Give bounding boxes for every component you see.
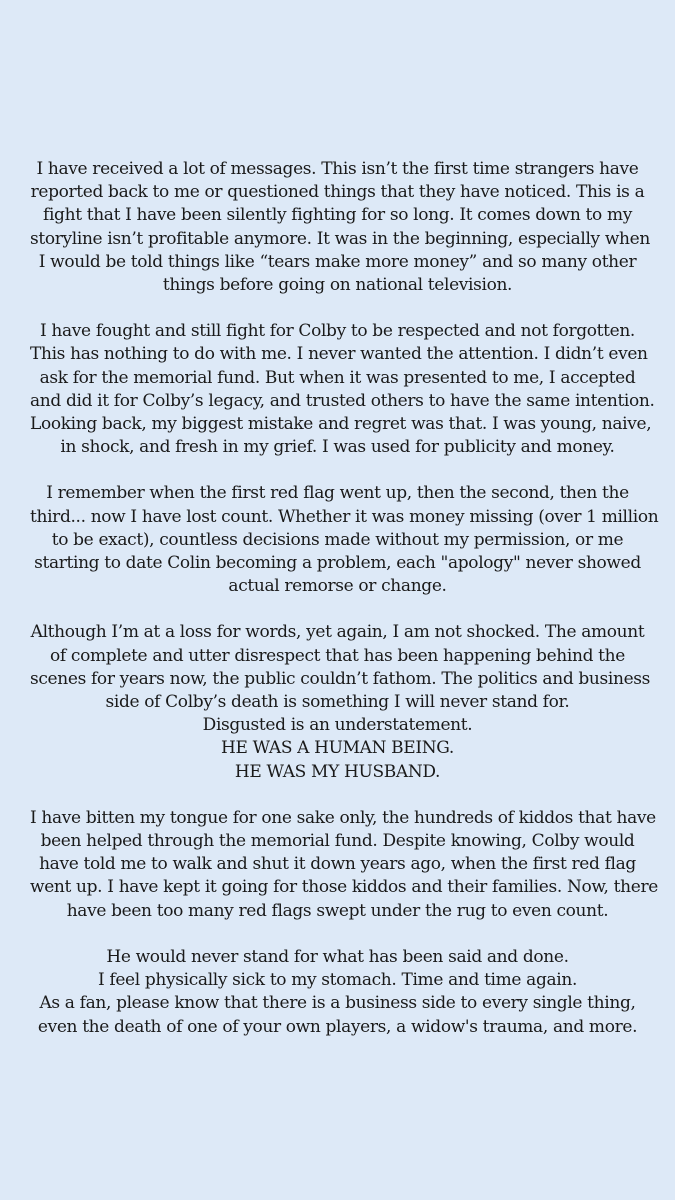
statement-line: HE WAS A HUMAN BEING.	[221, 738, 454, 759]
statement-line: Looking back, my biggest mistake and regret was that. I was young, naive,	[30, 414, 652, 435]
statement-line: I feel physically sick to my stomach. Time and time again.	[97, 970, 578, 991]
statement-line: I remember when the first red flag went up, then the second, then the	[46, 483, 629, 504]
statement-line: things before going on national television.	[162, 275, 513, 296]
statement-line: This has nothing to do with me. I never wanted the attention. I didn’t even	[30, 344, 648, 365]
statement-line: I have received a lot of messages. This isn’t the first time strangers have	[36, 159, 639, 179]
statement-line: have told me to walk and shut it down years ago, when the first red flag	[39, 854, 636, 875]
statement-line: been helped through the memorial fund. Despite knowing, Colby would	[40, 831, 635, 852]
statement-paragraph	[30, 158, 650, 297]
statement-line: fight that I have been silently fighting for so long. It comes down to my	[43, 205, 632, 226]
statement-line: even the death of one of your own players, a widow's trauma, and more.	[37, 1016, 638, 1037]
statement-line: HE WAS MY HUSBAND.	[234, 761, 441, 782]
statement-line: Although I’m at a loss for words, yet again, I am not shocked. The amount	[30, 622, 645, 643]
statement-line: have been too many red flags swept under the rug to even count.	[66, 900, 609, 921]
statement-line: storyline isn’t profitable anymore. It was in the beginning, especially when	[30, 228, 650, 249]
statement-line: starting to date Colin becoming a problem, each "apology" never showed	[34, 553, 641, 574]
statement-text	[30, 158, 659, 1062]
statement-line: side of Colby’s death is something I will never stand for.	[105, 692, 570, 713]
statement-line: reported back to me or questioned things that they have noticed. This is a	[30, 182, 645, 203]
statement-paragraph	[30, 320, 655, 459]
statement-line: to be exact), countless decisions made without my permission, or me	[51, 529, 624, 550]
statement-paragraph	[30, 946, 645, 1039]
statement-line: of complete and utter disrespect that has been happening behind the	[50, 645, 625, 666]
statement-line: scenes for years now, the public couldn’t fathom. The politics and business	[30, 668, 651, 689]
statement-line: ask for the memorial fund. But when it was presented to me, I accepted	[39, 367, 636, 388]
statement-line: He would never stand for what has been said and done.	[106, 946, 569, 967]
statement-line: I have bitten my tongue for one sake only, the hundreds of kiddos that have	[30, 807, 656, 828]
statement-line: actual remorse or change.	[228, 576, 447, 597]
statement-line: third... now I have lost count. Whether it was money missing (over 1 million	[30, 506, 659, 527]
statement-line: I have fought and still fight for Colby to be respected and not forgotten.	[40, 321, 635, 342]
statement-line: Disgusted is an understatement.	[202, 715, 473, 736]
statement-line: I would be told things like “tears make more money” and so many other	[38, 251, 637, 272]
statement-line: in shock, and fresh in my grief. I was used for publicity and money.	[60, 437, 615, 458]
statement-paragraph	[30, 482, 659, 598]
statement-line: and did it for Colby’s legacy, and trusted others to have the same intention.	[30, 390, 655, 411]
statement-paragraph	[30, 807, 658, 923]
statement-paragraph	[30, 621, 651, 783]
statement-line: As a fan, please know that there is a business side to every single thing,	[39, 993, 636, 1014]
statement-line: went up. I have kept it going for those kiddos and their families. Now, there	[30, 877, 658, 898]
